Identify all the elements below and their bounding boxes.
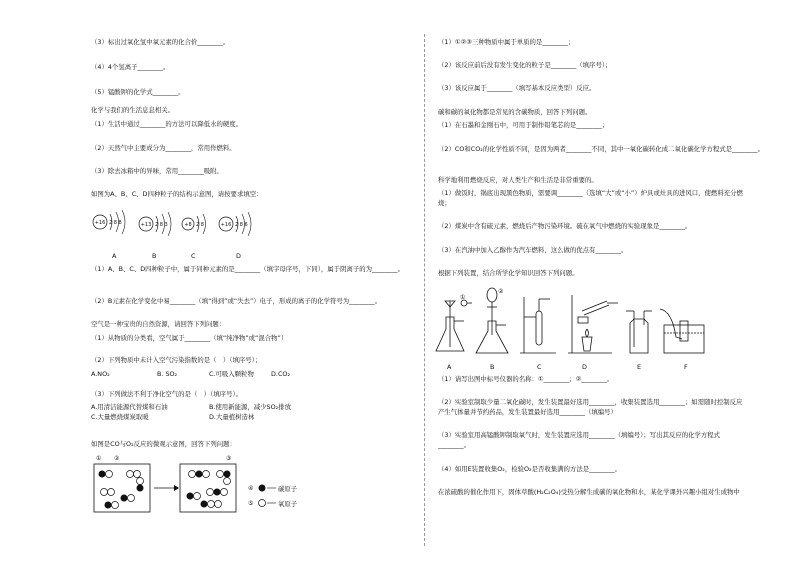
instrument-marker-1: ① <box>460 294 466 301</box>
combustion-q2: （2）煤炭中含有硫元素，燃烧后产物污染环境。硫在氧气中燃烧的实验现象是________。 <box>438 222 692 230</box>
life-q2: （2）天然气中主要成分为________，常用作燃料。 <box>91 144 236 152</box>
lab-apparatus-figure <box>432 281 712 361</box>
air-q2-option-b: B. SO₂ <box>157 370 178 378</box>
air-q3-option-c: C.大量燃烧煤炭取暖 <box>91 413 149 421</box>
apparatus-a <box>436 300 472 351</box>
apparatus-q2: （2）实验室制取少量二氧化碳时，发生装置最好选用________，收集装置选用________；如需随时控制反应 <box>438 398 743 406</box>
air-q1: （1）从物质的分类看，空气属于________（填“纯净物”或“混合物”） <box>91 334 288 342</box>
atom-d-diagram <box>219 212 251 236</box>
marker-3: ③ <box>226 455 232 462</box>
structure-q2: （2）B元素在化学变化中易________（填“得到”或“失去”）电子，形成的离子的化学符号为________。 <box>91 297 382 305</box>
combustion-q1-cont: 烧； <box>438 199 451 207</box>
apparatus-e <box>626 311 652 353</box>
apparatus-label-c: C <box>537 363 542 371</box>
q-kmno4: （5）锰酸钾的化学式________。 <box>91 88 185 96</box>
chem-life-intro: 化学与我们的生活息息相关。 <box>91 106 175 114</box>
co-reaction-intro: 如图是CO与O₂反应的微观示意图，回答下列问题： <box>91 440 236 448</box>
marker-5: ⑤ <box>248 500 254 507</box>
r-q1: （1）①②③三种物质中属于单质的是________； <box>438 38 575 46</box>
atom-c-diagram <box>182 214 206 234</box>
combustion-q3: （3）在汽油中加入乙醇作为汽车燃料，这么做的优点有________。 <box>438 246 628 254</box>
apparatus-label-e: E <box>637 363 642 371</box>
atomic-structure-figure <box>90 204 280 248</box>
apparatus-c <box>520 297 556 353</box>
atom-a-diagram <box>93 210 125 234</box>
apparatus-q2-cont: 产生气体量并节约药品，发生装置最好选用________（填编号） <box>438 408 617 416</box>
r-q2: （2）该反应前后没有发生变化的粒子是________（填序号）； <box>438 61 612 69</box>
q-4-ions: （4）4个氢离子________。 <box>91 63 170 71</box>
marker-1: ① <box>96 455 102 462</box>
apparatus-intro: 根据下列装置，结合所学化学知识回答下列问题。 <box>438 269 579 277</box>
air-q2: （2）下列物质中未计入空气污染指数的是（ ）（填序号）； <box>91 356 262 364</box>
legend-carbon: 碳原子 <box>278 485 298 493</box>
air-q3: （3）下列做法不利于净化空气的是（ ）（填序号）。 <box>91 390 243 398</box>
life-q3: （3）除去冰箱中的异味，常用________吸附。 <box>91 167 223 175</box>
atom-label-c: C <box>191 252 196 260</box>
r-q3: （3）该反应属于________（填写基本反应类型）反应。 <box>438 84 596 92</box>
structure-q1: （1）A、B、C、D四种粒子中，属于同种元素的是________（填字母序号，下同），属于阴离子的为________。 <box>91 265 404 273</box>
atom-a-nucleus: +16 <box>94 220 106 226</box>
legend-oxygen: 氧原子 <box>278 500 298 508</box>
atom-label-a: A <box>112 252 117 260</box>
atom-b-diagram <box>139 212 171 236</box>
air-q3-option-b: B.使用新能源，减少SO₂排放 <box>209 403 291 411</box>
apparatus-b <box>476 288 508 353</box>
air-q2-option-c: C.可吸入颗粒物 <box>209 370 254 378</box>
atom-a-shells: 2 8 8 <box>109 220 122 226</box>
atom-d-shells: 2 8 6 <box>235 222 248 228</box>
column-divider <box>424 34 425 546</box>
apparatus-label-d: D <box>582 363 587 371</box>
atom-label-b: B <box>152 252 157 260</box>
air-q3-option-a: A.用清洁能源代替煤和石油 <box>91 403 168 411</box>
apparatus-f <box>660 309 704 353</box>
atom-d-nucleus: +16 <box>220 222 232 228</box>
atom-c-shells: 2 8 <box>196 222 204 228</box>
atom-b-shells: 2 8 3 <box>155 222 168 228</box>
oxalic-acid-intro: 在浓硫酸的催化作用下，固体草酸(H₂C₂O₄)受热分解生成碳的氧化物和水，某化学课外兴趣小组对生成物中 <box>438 488 740 496</box>
carbon-intro: 碳和碳的氧化物都是常见的含碳物质，回答下列问题。 <box>438 108 592 116</box>
structure-intro: 如图为A、B、C、D四种粒子的结构示意图，请按要求填空： <box>91 190 263 198</box>
air-q2-option-a: A.NO₂ <box>91 370 110 378</box>
atom-b-nucleus: +13 <box>140 222 152 228</box>
apparatus-label-a: A <box>447 363 452 371</box>
atom-label-d: D <box>236 252 241 260</box>
air-q3-option-d: D.大量植树造林 <box>209 413 255 421</box>
carbon-q2: （2）CO和CO₂的化学性质不同，是因为两者________不同，其中一氧化碳转化成二氧化碳化学方程式是________。 <box>438 145 764 153</box>
instrument-marker-2: ② <box>498 288 504 295</box>
apparatus-label-b: B <box>490 363 495 371</box>
life-q1: （1）生活中通过________的方法可以降低水的硬度。 <box>91 120 243 128</box>
apparatus-d <box>568 295 618 353</box>
apparatus-label-f: F <box>684 363 688 371</box>
atom-c-nucleus: +8 <box>184 222 192 228</box>
air-q2-option-d: D.CO₂ <box>271 370 291 378</box>
marker-2: ② <box>114 455 120 462</box>
co-o2-micro-diagram <box>92 452 292 516</box>
q-h2o2-valence: （3）标出过氧化氢中氧元素的化合价________。 <box>91 38 230 46</box>
apparatus-q3: （3）实验室用高锰酸钾制取氧气时，发生装置应选用________（填编号）；写出其反应的化学方程式 <box>438 431 721 439</box>
carbon-q1: （1）在石墨和金刚石中，可用于制作铅笔芯的是________； <box>438 121 609 129</box>
combustion-intro: 科学地利用燃烧反应，对人类生产和生活是非常重要的。 <box>438 176 598 184</box>
apparatus-q3-cont: ________。 <box>438 441 470 449</box>
apparatus-q1: （1）请写出图中标号仪器的名称：①________；②________。 <box>438 375 614 383</box>
marker-4: ④ <box>248 485 254 492</box>
apparatus-q4: （4）如用E装置收集O₂，检验O₂是否收集满的方法是________。 <box>438 465 622 473</box>
combustion-q1: （1）做饭时，锅底出现黑色物质，需要调________（选填“大”或“小”）炉具或灶具的进风口，使燃料充分燃 <box>438 189 743 197</box>
air-intro: 空气是一种宝贵的自然资源，请回答下列问题： <box>91 320 226 328</box>
